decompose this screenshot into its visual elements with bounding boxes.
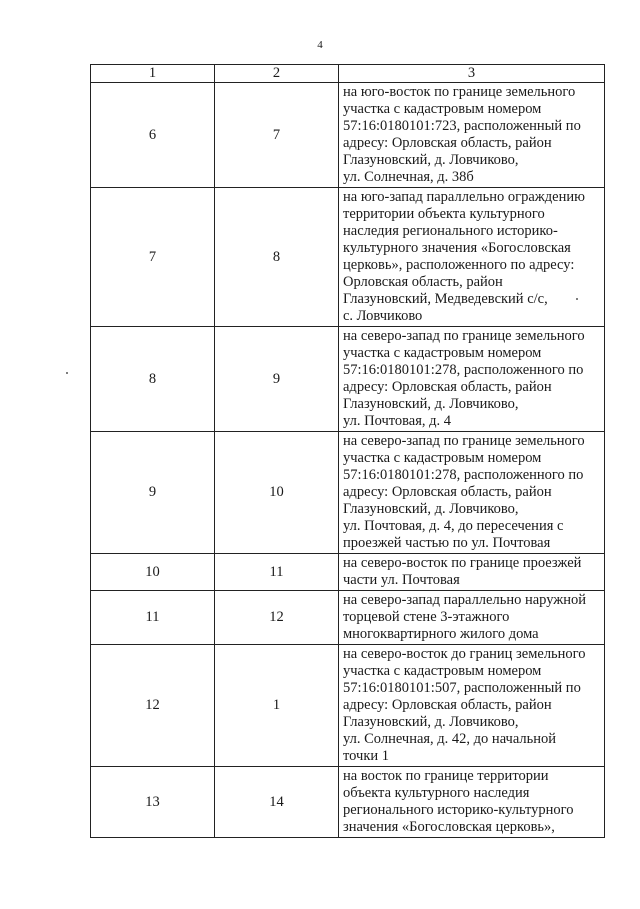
- table-row: [91, 554, 605, 591]
- description-line: на восток по границе территории: [343, 768, 549, 784]
- page-number: 4: [317, 39, 323, 51]
- column-header-3: 3: [339, 65, 605, 83]
- point-from-cell: 9: [91, 432, 215, 554]
- scan-speck: [66, 372, 68, 374]
- point-to-cell: 9: [215, 327, 339, 432]
- description-line: значения «Богословская церковь»,: [343, 819, 555, 835]
- point-to-cell: 11: [215, 554, 339, 591]
- table-row: [91, 591, 605, 645]
- description-line: 57:16:0180101:278, расположенного по: [343, 467, 584, 483]
- description-line: объекта культурного наследия: [343, 785, 530, 801]
- table-row: [91, 83, 605, 188]
- description-line: 57:16:0180101:507, расположенный по: [343, 680, 581, 696]
- point-to-cell: 12: [215, 591, 339, 645]
- description-line: на юго-запад параллельно ограждению: [343, 189, 585, 205]
- description-line: на северо-запад по границе земельного: [343, 433, 585, 449]
- description-line: церковь», расположенного по адресу:: [343, 257, 575, 273]
- table-header-row: [91, 65, 605, 83]
- point-from-cell: 7: [91, 188, 215, 327]
- boundary-description-cell: [339, 591, 605, 645]
- description-line: на северо-запад параллельно наружной: [343, 592, 587, 608]
- description-line: Глазуновский, д. Ловчиково,: [343, 501, 519, 517]
- description-line: Глазуновский, д. Ловчиково,: [343, 396, 519, 412]
- description-line: ул. Солнечная, д. 42, до начальной: [343, 731, 557, 747]
- description-line: Глазуновский, д. Ловчиково,: [343, 714, 519, 730]
- table-body: [91, 83, 605, 838]
- point-to-cell: 7: [215, 83, 339, 188]
- boundary-description-cell: [339, 432, 605, 554]
- table-row: [91, 645, 605, 767]
- description-line: культурного значения «Богословская: [343, 240, 571, 256]
- description-line: ул. Солнечная, д. 38б: [343, 169, 474, 185]
- description-line: на северо-восток по границе проезжей: [343, 555, 582, 571]
- point-to-cell: 10: [215, 432, 339, 554]
- description-line: торцевой стене 3-этажного: [343, 609, 510, 625]
- boundary-description-cell: [339, 83, 605, 188]
- description-line: с. Ловчиково: [343, 308, 423, 324]
- description-line: адресу: Орловская область, район: [343, 697, 552, 713]
- point-from-cell: 6: [91, 83, 215, 188]
- description-line: участка с кадастровым номером: [343, 450, 542, 466]
- point-from-cell: 13: [91, 767, 215, 838]
- table-row: [91, 432, 605, 554]
- description-line: Глазуновский, Медведевский с/с,: [343, 291, 548, 307]
- description-line: адресу: Орловская область, район: [343, 379, 552, 395]
- description-line: Глазуновский, д. Ловчиково,: [343, 152, 519, 168]
- description-line: адресу: Орловская область, район: [343, 484, 552, 500]
- description-line: 57:16:0180101:278, расположенного по: [343, 362, 584, 378]
- description-line: участка с кадастровым номером: [343, 345, 542, 361]
- description-line: на северо-запад по границе земельного: [343, 328, 585, 344]
- description-line: ул. Почтовая, д. 4: [343, 413, 452, 429]
- point-to-cell: 14: [215, 767, 339, 838]
- description-line: регионального историко-культурного: [343, 802, 574, 818]
- description-line: адресу: Орловская область, район: [343, 135, 552, 151]
- column-header-1: 1: [91, 65, 215, 83]
- point-to-cell: 1: [215, 645, 339, 767]
- description-line: на северо-восток до границ земельного: [343, 646, 586, 662]
- description-line: ул. Почтовая, д. 4, до пересечения с: [343, 518, 564, 534]
- boundary-description-cell: [339, 327, 605, 432]
- description-line: наследия регионального историко-: [343, 223, 558, 239]
- boundary-table: [90, 64, 605, 838]
- point-from-cell: 10: [91, 554, 215, 591]
- scan-speck: [576, 298, 578, 300]
- point-from-cell: 11: [91, 591, 215, 645]
- description-line: Орловская область, район: [343, 274, 503, 290]
- description-line: 57:16:0180101:723, расположенный по: [343, 118, 581, 134]
- table-row: [91, 327, 605, 432]
- description-line: проезжей частью по ул. Почтовая: [343, 535, 551, 551]
- column-header-2: 2: [215, 65, 339, 83]
- point-to-cell: 8: [215, 188, 339, 327]
- boundary-description-cell: [339, 188, 605, 327]
- description-line: территории объекта культурного: [343, 206, 545, 222]
- table-row: [91, 188, 605, 327]
- boundary-description-cell: [339, 767, 605, 838]
- description-line: участка с кадастровым номером: [343, 101, 542, 117]
- point-from-cell: 8: [91, 327, 215, 432]
- boundary-description-cell: [339, 554, 605, 591]
- table-row: [91, 767, 605, 838]
- boundary-description-cell: [339, 645, 605, 767]
- description-line: части ул. Почтовая: [343, 572, 460, 588]
- description-line: на юго-восток по границе земельного: [343, 84, 576, 100]
- description-line: точки 1: [343, 748, 389, 764]
- description-line: многоквартирного жилого дома: [343, 626, 539, 642]
- point-from-cell: 12: [91, 645, 215, 767]
- description-line: участка с кадастровым номером: [343, 663, 542, 679]
